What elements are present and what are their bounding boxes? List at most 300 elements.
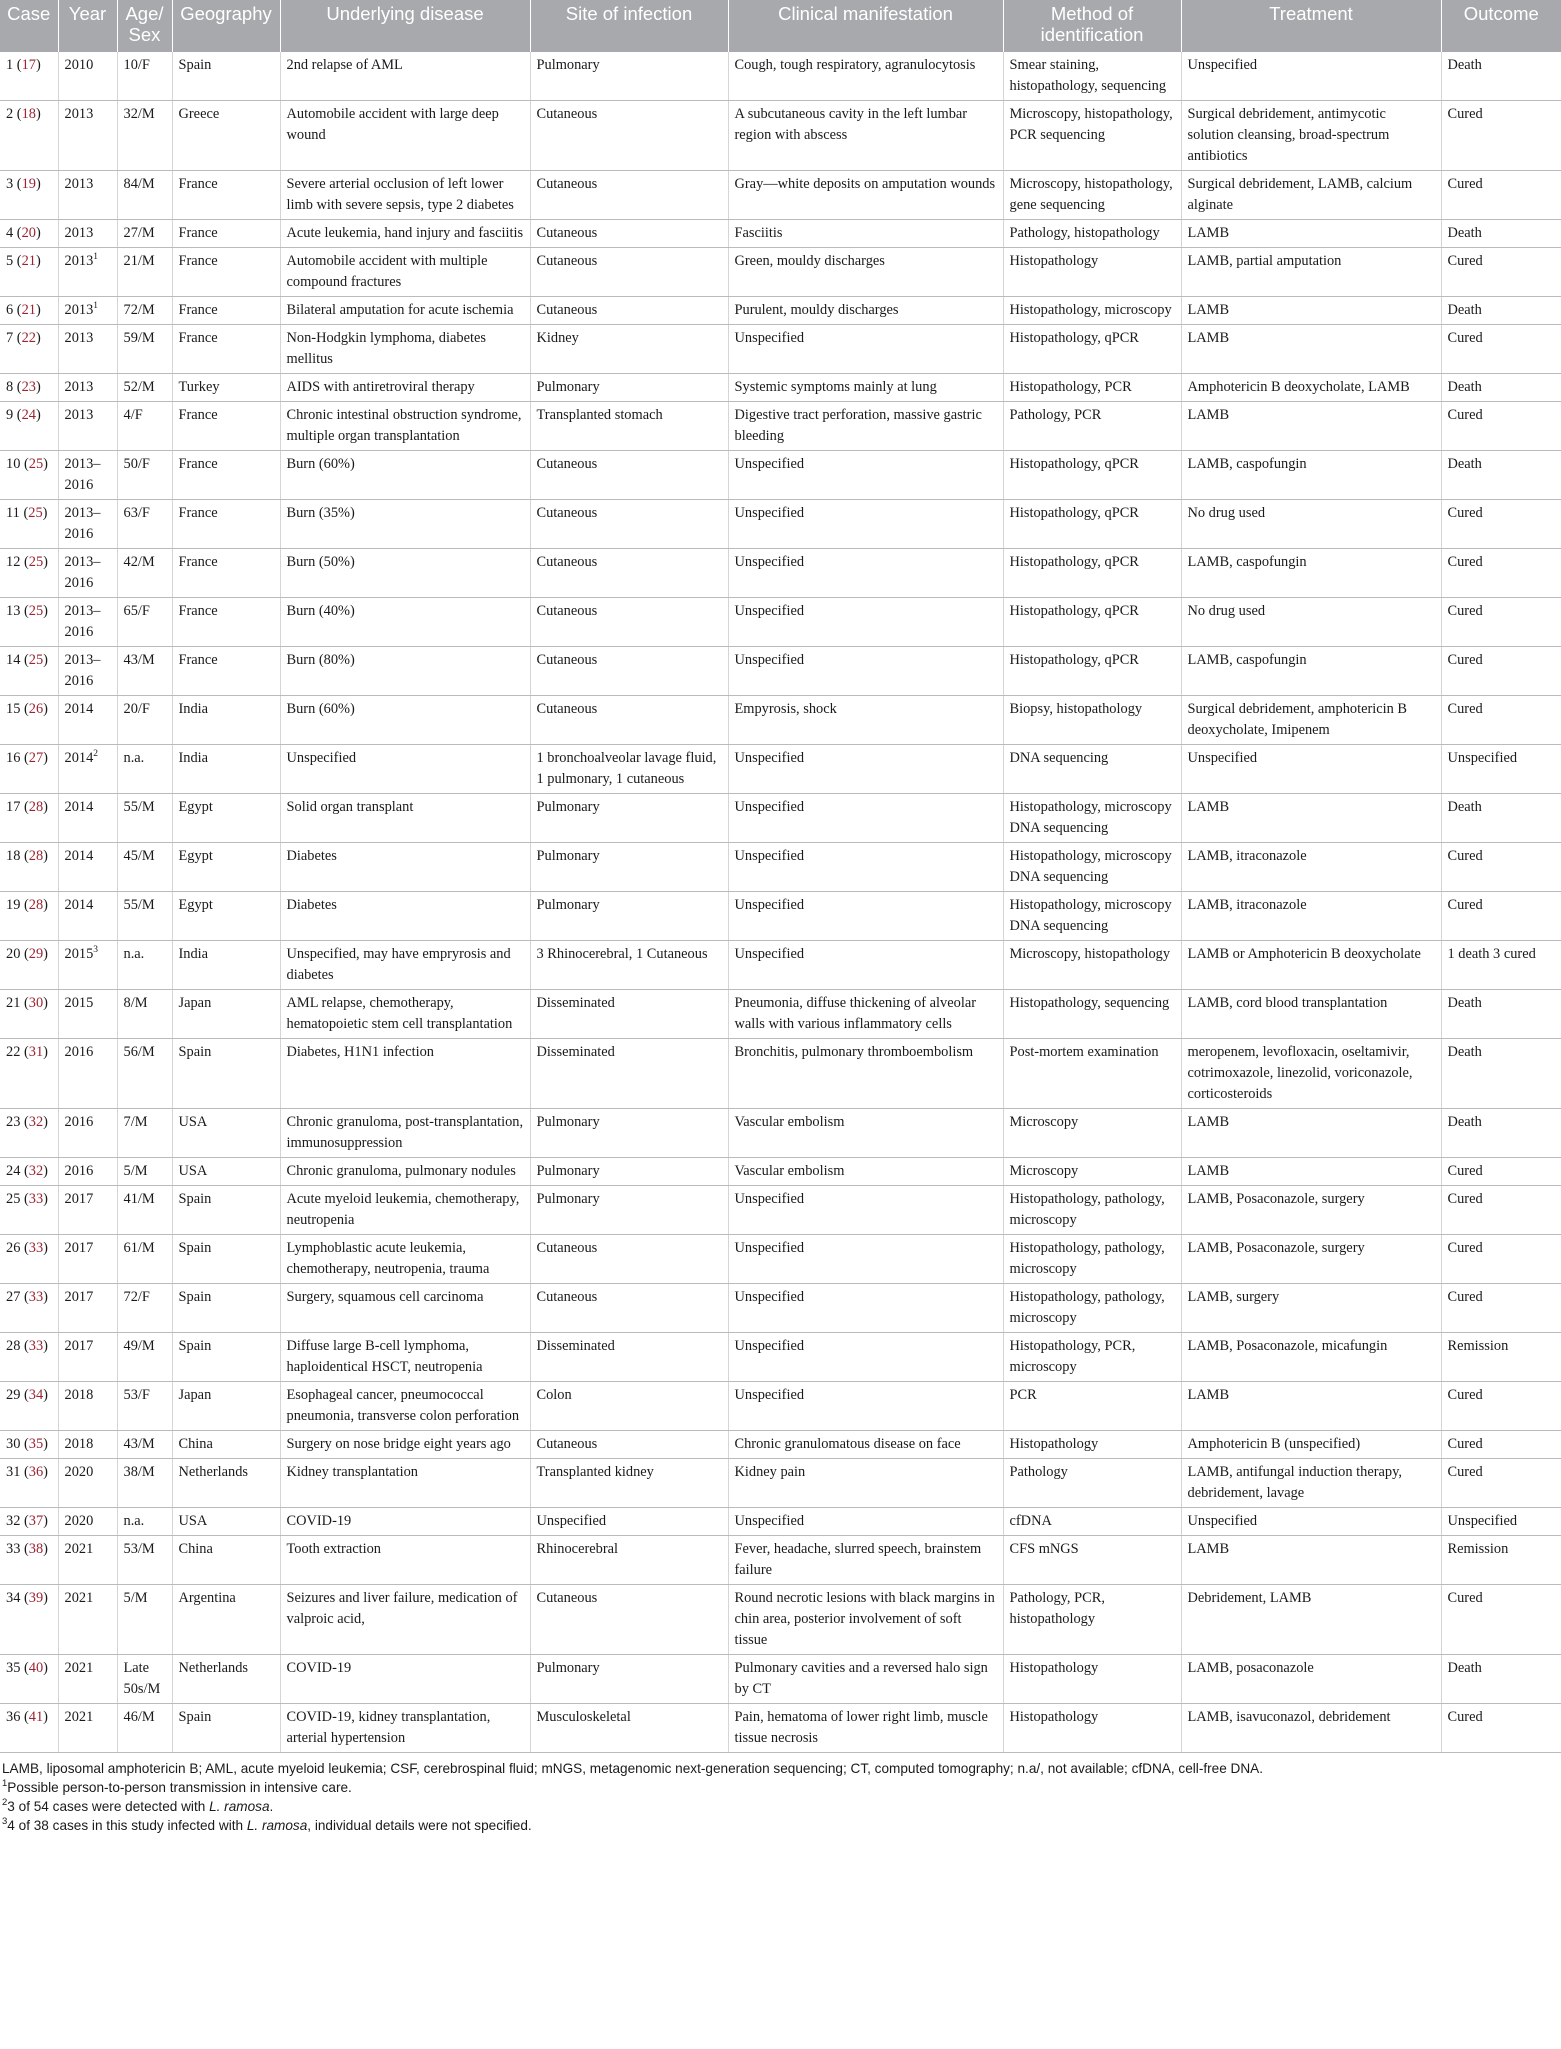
table-row [0,325,1561,374]
cell-case: 21 (30) [0,990,58,1039]
cell-age-sex: 72/M [117,297,172,325]
cell-treatment: No drug used [1181,500,1441,549]
reference-link[interactable]: 33 [28,1289,44,1305]
cell-treatment: LAMB, partial amputation [1181,248,1441,297]
cell-case: 11 (25) [0,500,58,549]
reference-link[interactable]: 25 [28,652,44,668]
cell-case: 28 (33) [0,1333,58,1382]
cell-geography: Japan [172,990,280,1039]
reference-link[interactable]: 29 [28,946,44,962]
cell-method-of-identification: Pathology, histopathology [1003,220,1181,248]
cell-case: 1 (17) [0,52,58,101]
cell-case: 12 (25) [0,549,58,598]
cell-geography: Spain [172,1039,280,1109]
footnote-mark: 1 [2,1778,8,1789]
cell-outcome: Cured [1441,1459,1561,1508]
reference-link[interactable]: 25 [28,456,44,472]
table-row [0,1284,1561,1333]
cell-year [58,1431,117,1459]
cell-clinical-manifestation: Unspecified [728,892,1003,941]
cell-method-of-identification: Post-mortem examination [1003,1039,1181,1109]
cell-clinical-manifestation: Unspecified [728,1333,1003,1382]
case-number: 8 [6,379,14,395]
case-number: 25 [6,1191,21,1207]
cell-geography: Spain [172,1284,280,1333]
header-row [0,0,1561,52]
cell-clinical-manifestation: Cough, tough respiratory, agranulocytosis [728,52,1003,101]
cell-site-of-infection: Cutaneous [530,598,728,647]
cell-underlying-disease: Acute leukemia, hand injury and fasciitis [280,220,530,248]
table-row [0,1109,1561,1158]
cell-treatment: Unspecified [1181,1508,1441,1536]
reference-link[interactable]: 28 [28,848,44,864]
cell-year [58,1333,117,1382]
cell-outcome: Cured [1441,647,1561,696]
cell-underlying-disease: Burn (40%) [280,598,530,647]
cell-underlying-disease: Surgery, squamous cell carcinoma [280,1284,530,1333]
cell-geography: USA [172,1158,280,1186]
year-value: 2014 [64,799,94,815]
cell-treatment: LAMB [1181,794,1441,843]
cell-outcome: Cured [1441,843,1561,892]
cell-geography: Spain [172,1333,280,1382]
cell-outcome: Cured [1441,892,1561,941]
footnote-mark: 1 [93,301,99,311]
cell-year [58,794,117,843]
cell-method-of-identification: Histopathology, pathology, microscopy [1003,1186,1181,1235]
header-treatment: Treatment [1181,0,1441,52]
reference-link[interactable]: 40 [28,1660,44,1676]
reference-link[interactable]: 32 [28,1163,44,1179]
cell-geography: France [172,402,280,451]
cell-clinical-manifestation: Unspecified [728,451,1003,500]
cell-site-of-infection: Cutaneous [530,696,728,745]
cell-site-of-infection: Pulmonary [530,892,728,941]
cell-age-sex: 41/M [117,1186,172,1235]
cell-clinical-manifestation: Purulent, mouldy discharges [728,297,1003,325]
cell-age-sex: 27/M [117,220,172,248]
reference-link[interactable]: 27 [28,750,44,766]
cell-treatment: No drug used [1181,598,1441,647]
cell-year [58,843,117,892]
year-value: 2017 [64,1289,94,1305]
cell-method-of-identification: Histopathology, qPCR [1003,500,1181,549]
cell-outcome: Cured [1441,1431,1561,1459]
cell-age-sex: 53/F [117,1382,172,1431]
case-number: 15 [6,701,21,717]
cell-method-of-identification: Histopathology, qPCR [1003,451,1181,500]
cell-geography: France [172,297,280,325]
cell-year [58,1704,117,1753]
year-value: 2017 [64,1191,94,1207]
case-number: 30 [6,1436,21,1452]
cell-outcome: Death [1441,374,1561,402]
year-value: 2013 [64,106,94,122]
cell-year [58,941,117,990]
cell-age-sex: 4/F [117,402,172,451]
reference-link[interactable]: 33 [28,1191,44,1207]
year-value: 2016 [64,1163,94,1179]
reference-link[interactable]: 30 [28,995,44,1011]
cell-site-of-infection: Disseminated [530,990,728,1039]
table-row [0,745,1561,794]
case-number: 33 [6,1541,21,1557]
reference-link[interactable]: 35 [28,1436,44,1452]
year-value: 2013 [64,302,94,318]
cell-age-sex: 10/F [117,52,172,101]
table-row [0,297,1561,325]
species-name: L. ramosa [246,1818,308,1833]
cell-site-of-infection: Musculoskeletal [530,1704,728,1753]
cell-clinical-manifestation: Unspecified [728,1284,1003,1333]
table-row [0,402,1561,451]
cell-method-of-identification: Histopathology, qPCR [1003,598,1181,647]
year-value: 2017 [64,1240,94,1256]
cell-method-of-identification: Microscopy, histopathology, gene sequencing [1003,171,1181,220]
cell-clinical-manifestation: Unspecified [728,1186,1003,1235]
cell-underlying-disease: COVID-19 [280,1655,530,1704]
cell-outcome: Cured [1441,598,1561,647]
table-row [0,1431,1561,1459]
cell-underlying-disease: Lymphoblastic acute leukemia, chemotherapy, neutropenia, trauma [280,1235,530,1284]
cell-case: 32 (37) [0,1508,58,1536]
cell-clinical-manifestation: Unspecified [728,1235,1003,1284]
cell-geography: Argentina [172,1585,280,1655]
cell-treatment: LAMB [1181,1158,1441,1186]
table-row [0,171,1561,220]
table-row [0,1585,1561,1655]
cell-year [58,1109,117,1158]
reference-link[interactable]: 21 [21,253,36,269]
reference-link[interactable]: 19 [21,176,36,192]
cell-case: 6 (21) [0,297,58,325]
reference-link[interactable]: 39 [28,1590,44,1606]
cell-case: 35 (40) [0,1655,58,1704]
cell-treatment: LAMB, Posaconazole, surgery [1181,1186,1441,1235]
table-row [0,794,1561,843]
cell-geography: Spain [172,1704,280,1753]
case-number: 7 [6,330,14,346]
cell-method-of-identification: Histopathology [1003,248,1181,297]
table-row [0,1333,1561,1382]
cell-site-of-infection: Pulmonary [530,1109,728,1158]
cell-age-sex: 63/F [117,500,172,549]
cell-outcome: Cured [1441,1186,1561,1235]
year-value: 2014 [64,848,94,864]
table-row [0,1039,1561,1109]
cell-clinical-manifestation: Fever, headache, slurred speech, brainstem failure [728,1536,1003,1585]
year-value: 2014 [64,750,94,766]
cell-clinical-manifestation: A subcutaneous cavity in the left lumbar region with abscess [728,101,1003,171]
cell-underlying-disease: Unspecified, may have empryrosis and diabetes [280,941,530,990]
cell-case: 25 (33) [0,1186,58,1235]
cell-method-of-identification: Histopathology, pathology, microscopy [1003,1284,1181,1333]
reference-link[interactable]: 20 [21,225,36,241]
cell-site-of-infection: Pulmonary [530,374,728,402]
cell-treatment: LAMB, posaconazole [1181,1655,1441,1704]
cell-clinical-manifestation: Unspecified [728,745,1003,794]
reference-link[interactable]: 37 [28,1513,44,1529]
cell-year [58,1235,117,1284]
case-number: 20 [6,946,21,962]
year-value: 2020 [64,1513,94,1529]
table-footnotes [0,1753,1561,1835]
case-number: 28 [6,1338,21,1354]
cell-underlying-disease: Burn (35%) [280,500,530,549]
cell-underlying-disease: Chronic granuloma, pulmonary nodules [280,1158,530,1186]
cell-site-of-infection: Cutaneous [530,171,728,220]
reference-link[interactable]: 28 [28,799,44,815]
cell-method-of-identification: Smear staining, histopathology, sequencing [1003,52,1181,101]
cell-year [58,1284,117,1333]
reference-link[interactable]: 26 [28,701,44,717]
year-value: 2015 [64,946,94,962]
footnote [2,1778,1559,1797]
table-header [0,0,1561,52]
header-site-of-infection: Site of infection [530,0,728,52]
case-number: 21 [6,995,21,1011]
reference-link[interactable]: 21 [21,302,36,318]
cell-treatment: Debridement, LAMB [1181,1585,1441,1655]
cell-geography: France [172,248,280,297]
cell-site-of-infection: Cutaneous [530,248,728,297]
reference-link[interactable]: 33 [28,1338,44,1354]
reference-link[interactable]: 28 [28,897,44,913]
cell-method-of-identification: Histopathology, sequencing [1003,990,1181,1039]
cell-case: 33 (38) [0,1536,58,1585]
cell-underlying-disease: Automobile accident with large deep wound [280,101,530,171]
reference-link[interactable]: 38 [28,1541,44,1557]
cell-treatment: LAMB, Posaconazole, micafungin [1181,1333,1441,1382]
table-body [0,52,1561,1753]
cell-clinical-manifestation: Pulmonary cavities and a reversed halo sign by CT [728,1655,1003,1704]
table-row [0,1655,1561,1704]
cell-method-of-identification: Microscopy [1003,1109,1181,1158]
case-number: 11 [6,505,20,521]
cell-year [58,297,117,325]
cell-age-sex: Late 50s/M [117,1655,172,1704]
year-value: 2013–2016 [64,456,101,493]
year-value: 2021 [64,1660,94,1676]
reference-link[interactable]: 31 [28,1044,44,1060]
cell-site-of-infection: Cutaneous [530,220,728,248]
cell-outcome: Unspecified [1441,1508,1561,1536]
reference-link[interactable]: 23 [21,379,36,395]
header-geography: Geography [172,0,280,52]
cell-site-of-infection: Pulmonary [530,1186,728,1235]
cell-underlying-disease: Kidney transplantation [280,1459,530,1508]
cell-site-of-infection: Cutaneous [530,1284,728,1333]
year-value: 2013–2016 [64,505,101,542]
cell-geography: France [172,549,280,598]
cell-age-sex: 55/M [117,892,172,941]
case-number: 29 [6,1387,21,1403]
cell-underlying-disease: Automobile accident with multiple compound fractures [280,248,530,297]
cell-treatment: Amphotericin B (unspecified) [1181,1431,1441,1459]
case-number: 1 [6,57,14,73]
cell-year [58,1508,117,1536]
cell-year [58,402,117,451]
cell-outcome: Cured [1441,1585,1561,1655]
footnote-mark: 2 [93,749,99,759]
cell-site-of-infection: Disseminated [530,1333,728,1382]
year-value: 2013 [64,253,94,269]
cell-clinical-manifestation: Vascular embolism [728,1158,1003,1186]
cell-case: 30 (35) [0,1431,58,1459]
table-row [0,696,1561,745]
cell-outcome: Cured [1441,402,1561,451]
cell-outcome: Cured [1441,101,1561,171]
cell-clinical-manifestation: Kidney pain [728,1459,1003,1508]
cell-outcome: Cured [1441,500,1561,549]
table-row [0,248,1561,297]
table-row [0,500,1561,549]
cell-geography: France [172,171,280,220]
footnote-text: 4 of 38 cases in this study infected with [7,1818,247,1833]
year-value: 2014 [64,701,94,717]
cell-treatment: LAMB [1181,1109,1441,1158]
cell-age-sex: 55/M [117,794,172,843]
year-value: 2013 [64,407,94,423]
cell-method-of-identification: PCR [1003,1382,1181,1431]
cell-geography: Netherlands [172,1655,280,1704]
reference-link[interactable]: 34 [28,1387,44,1403]
cell-method-of-identification: Histopathology, pathology, microscopy [1003,1235,1181,1284]
year-value: 2020 [64,1464,94,1480]
reference-link[interactable]: 41 [28,1709,44,1725]
cell-outcome: Remission [1441,1333,1561,1382]
reference-link[interactable]: 25 [28,554,44,570]
cell-geography: France [172,451,280,500]
cell-case: 13 (25) [0,598,58,647]
table-row [0,598,1561,647]
cell-year [58,52,117,101]
cell-outcome: 1 death 3 cured [1441,941,1561,990]
cell-geography: France [172,647,280,696]
cell-method-of-identification: Microscopy [1003,1158,1181,1186]
cell-clinical-manifestation: Empyrosis, shock [728,696,1003,745]
cell-underlying-disease: Surgery on nose bridge eight years ago [280,1431,530,1459]
cell-method-of-identification: Histopathology, PCR, microscopy [1003,1333,1181,1382]
cell-treatment: LAMB [1181,325,1441,374]
cell-year [58,1039,117,1109]
year-value: 2013–2016 [64,652,101,689]
case-number: 31 [6,1464,21,1480]
cell-clinical-manifestation: Unspecified [728,941,1003,990]
cell-treatment: Unspecified [1181,52,1441,101]
header-case: Case [0,0,58,52]
cell-site-of-infection: Pulmonary [530,843,728,892]
cell-case: 2 (18) [0,101,58,171]
year-value: 2013 [64,330,94,346]
cell-site-of-infection: Transplanted kidney [530,1459,728,1508]
table-row [0,549,1561,598]
reference-link[interactable]: 36 [28,1464,44,1480]
cell-treatment: LAMB, antifungal induction therapy, debridement, lavage [1181,1459,1441,1508]
cell-site-of-infection: Disseminated [530,1039,728,1109]
cell-underlying-disease: Non-Hodgkin lymphoma, diabetes mellitus [280,325,530,374]
cell-clinical-manifestation: Bronchitis, pulmonary thromboembolism [728,1039,1003,1109]
year-value: 2021 [64,1590,94,1606]
header-outcome: Outcome [1441,0,1561,52]
case-number: 12 [6,554,21,570]
year-value: 2021 [64,1709,94,1725]
cell-site-of-infection: Cutaneous [530,1585,728,1655]
cell-site-of-infection: Transplanted stomach [530,402,728,451]
table-row [0,892,1561,941]
cell-age-sex: 38/M [117,1459,172,1508]
cell-outcome: Cured [1441,1284,1561,1333]
reference-link[interactable]: 24 [21,407,36,423]
table-row [0,1382,1561,1431]
cell-clinical-manifestation: Unspecified [728,500,1003,549]
case-number: 10 [6,456,21,472]
cell-age-sex: 7/M [117,1109,172,1158]
case-number: 16 [6,750,21,766]
cell-outcome: Cured [1441,1235,1561,1284]
year-value: 2013–2016 [64,554,101,591]
cell-method-of-identification: Histopathology, microscopy DNA sequencing [1003,794,1181,843]
reference-link[interactable]: 25 [28,505,43,521]
cell-clinical-manifestation: Unspecified [728,1382,1003,1431]
cell-treatment: LAMB, caspofungin [1181,647,1441,696]
cell-geography: Egypt [172,794,280,843]
cell-age-sex: n.a. [117,941,172,990]
cell-clinical-manifestation: Vascular embolism [728,1109,1003,1158]
table-row [0,101,1561,171]
case-number: 24 [6,1163,21,1179]
cell-geography: China [172,1536,280,1585]
cell-treatment: Surgical debridement, antimycotic solution cleansing, broad-spectrum antibiotics [1181,101,1441,171]
reference-link[interactable]: 32 [28,1114,44,1130]
table-row [0,941,1561,990]
cell-underlying-disease: Burn (60%) [280,451,530,500]
footnote-list [2,1778,1559,1835]
cell-age-sex: 49/M [117,1333,172,1382]
cell-underlying-disease: 2nd relapse of AML [280,52,530,101]
cell-case: 24 (32) [0,1158,58,1186]
reference-link[interactable]: 18 [21,106,36,122]
cell-geography: France [172,598,280,647]
reference-link[interactable]: 17 [21,57,36,73]
cell-geography: USA [172,1109,280,1158]
cell-treatment: LAMB [1181,1536,1441,1585]
reference-link[interactable]: 25 [28,603,44,619]
cell-underlying-disease: Chronic intestinal obstruction syndrome, multiple organ transplantation [280,402,530,451]
cell-outcome: Unspecified [1441,745,1561,794]
cell-underlying-disease: Diffuse large B-cell lymphoma, haploidentical HSCT, neutropenia [280,1333,530,1382]
cell-method-of-identification: Histopathology, qPCR [1003,325,1181,374]
footnote-mark: 3 [2,1816,8,1827]
cell-year [58,248,117,297]
cell-case: 9 (24) [0,402,58,451]
reference-link[interactable]: 33 [28,1240,44,1256]
cell-underlying-disease: Burn (50%) [280,549,530,598]
cell-case: 17 (28) [0,794,58,843]
cell-age-sex: 43/M [117,1431,172,1459]
reference-link[interactable]: 22 [21,330,36,346]
cell-clinical-manifestation: Unspecified [728,325,1003,374]
cell-method-of-identification: Biopsy, histopathology [1003,696,1181,745]
cell-underlying-disease: COVID-19, kidney transplantation, arterial hypertension [280,1704,530,1753]
cell-site-of-infection: Colon [530,1382,728,1431]
cell-method-of-identification: Histopathology [1003,1704,1181,1753]
cell-year [58,598,117,647]
cell-year [58,1536,117,1585]
cell-year [58,892,117,941]
cell-year [58,990,117,1039]
table-row [0,1704,1561,1753]
